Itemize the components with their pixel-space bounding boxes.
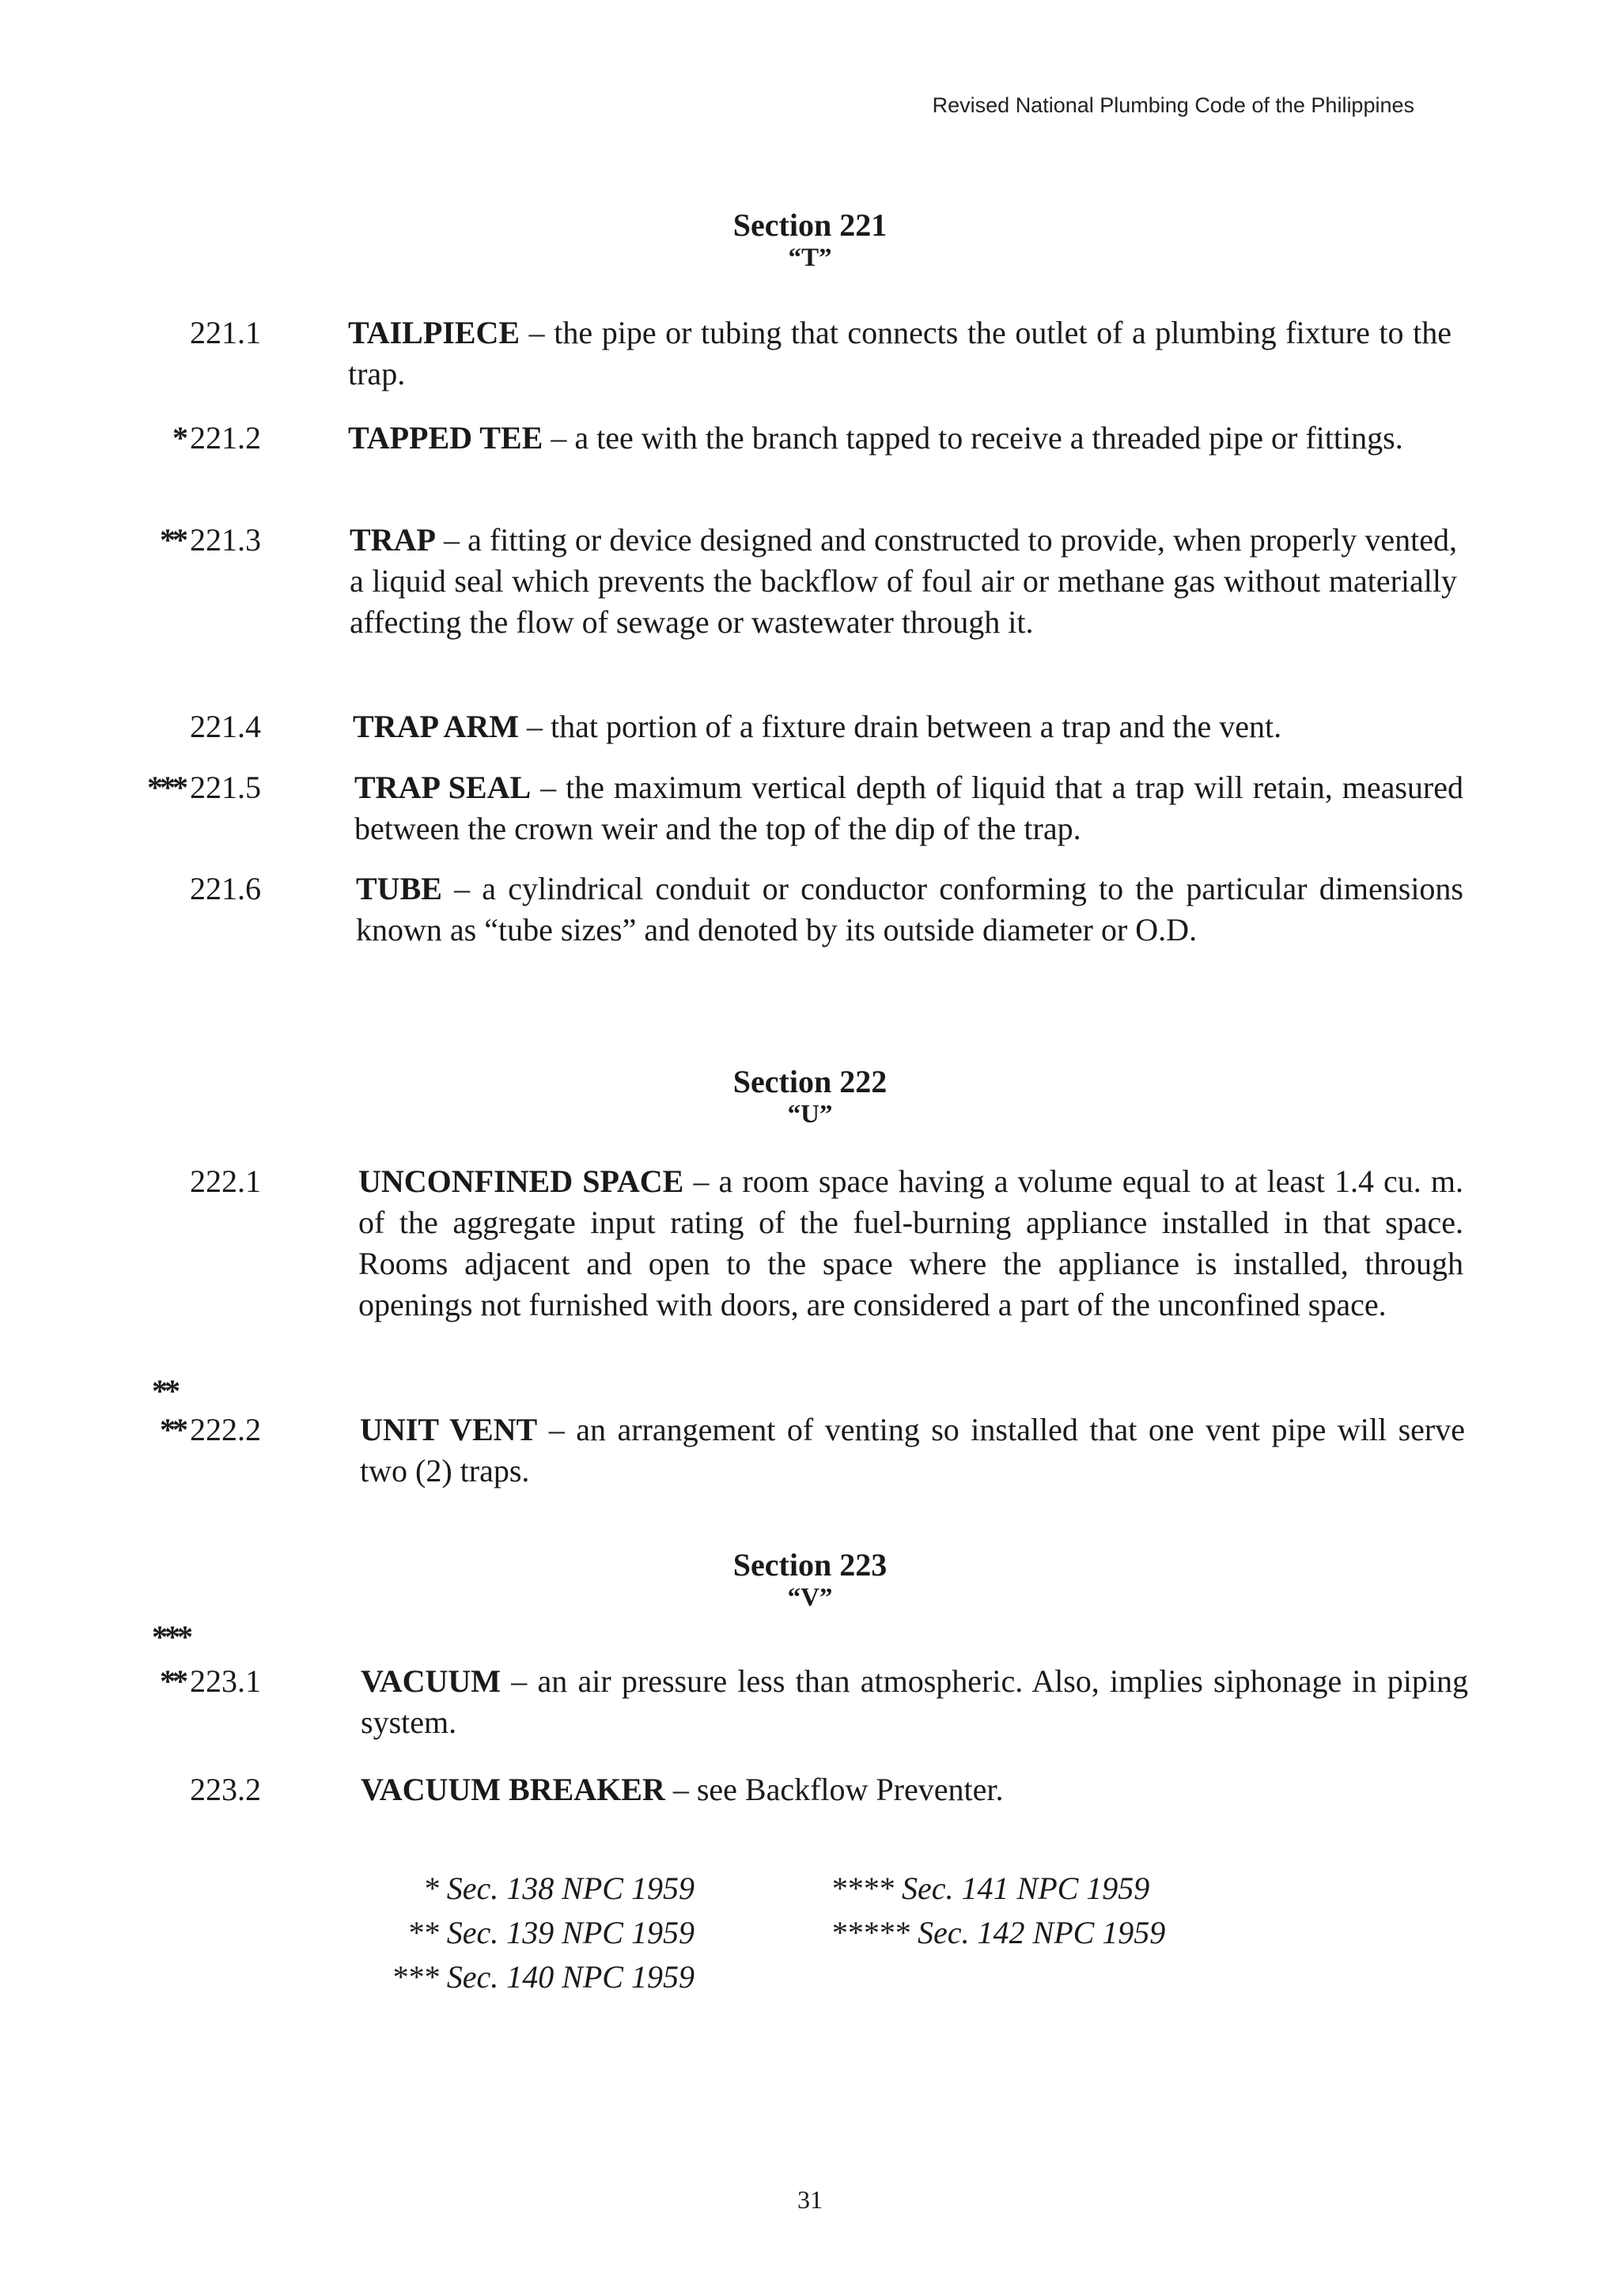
definition: – the pipe or tubing that connects the outlet of a plumbing fixture to the trap. (348, 315, 1452, 391)
clause-number: 221.1 (190, 315, 261, 350)
clause-number: 221.5 (190, 770, 261, 805)
defined-term: UNCONFINED SPACE (358, 1163, 684, 1199)
footnotes-right-column (831, 1867, 1165, 1955)
clause-marker (0, 706, 261, 747)
clause-marker (0, 1409, 261, 1451)
definition: – an arrangement of venting so installed that one vent pipe will serve two (2) traps. (360, 1412, 1465, 1488)
definition: – that portion of a fixture drain between a trap and the vent. (519, 709, 1282, 744)
definition: – the maximum vertical depth of liquid that a trap will retain, measured between the crown weir and the top of the dip of the trap. (354, 770, 1464, 846)
clause-marker (0, 418, 261, 459)
revision-stars: *** (147, 770, 185, 805)
section-221-heading (0, 207, 1620, 272)
clause-number: 221.2 (190, 420, 261, 456)
section-title: Section 221 (732, 207, 888, 243)
section-222-heading (0, 1064, 1620, 1129)
section-title: Section 223 (732, 1547, 888, 1583)
clause-number: 223.1 (190, 1663, 261, 1699)
clause-number: 221.3 (190, 522, 261, 558)
definition: – a tee with the branch tapped to receive a threaded pipe or fittings. (543, 420, 1403, 456)
definition-text (348, 418, 1452, 459)
revision-stars: ** (160, 1663, 185, 1699)
definition: – a cylindrical conduit or conductor conforming to the particular dimensions known as “tube sizes” and denoted by its outside diameter or O.D. (356, 871, 1463, 948)
clause-number: 222.2 (190, 1412, 261, 1447)
clause-marker (0, 1661, 261, 1702)
definition-text (358, 1161, 1463, 1326)
defined-term: TAILPIECE (348, 315, 520, 350)
clause-marker (0, 312, 261, 354)
clause-marker (0, 868, 261, 910)
definition-text (360, 1409, 1465, 1492)
section-letter: “U” (787, 1100, 833, 1129)
footnotes-left-column (392, 1867, 695, 1999)
section-223-heading (0, 1547, 1620, 1612)
clause-number: 221.6 (190, 871, 261, 906)
definition: – see Backflow Preventer. (664, 1772, 1004, 1807)
definition: – a room space having a volume equal to at least 1.4 cu. m. of the aggregate input rating of the fuel-burning appliance installed in that space. Rooms adjacent and open to the space where the appliance is installed, through openings not furnished with doors, are considered a part of the unconfined space. (358, 1163, 1464, 1322)
footnote: ***** Sec. 142 NPC 1959 (831, 1915, 1166, 1950)
clause-marker (0, 1769, 261, 1810)
running-head: Revised National Plumbing Code of the Philippines (932, 93, 1414, 117)
defined-term: TUBE (356, 871, 442, 906)
definition: – a fitting or device designed and constructed to provide, when properly vented, a liquid seal which prevents the backflow of foul air or methane gas without materially affecting the flow of sewage or wastewater through it. (350, 522, 1457, 640)
section-title: Section 222 (732, 1064, 888, 1099)
clause-marker (0, 767, 261, 808)
defined-term: TRAP ARM (353, 709, 519, 744)
clause-number: 221.4 (190, 709, 261, 744)
clause-marker (0, 1161, 261, 1202)
footnote: *** Sec. 140 NPC 1959 (391, 1959, 695, 1995)
defined-term: VACUUM (361, 1663, 502, 1699)
definition-text (350, 520, 1457, 643)
page-number: 31 (797, 2185, 823, 2214)
definition-text (361, 1661, 1468, 1743)
footnote: **** Sec. 141 NPC 1959 (831, 1870, 1150, 1906)
definition-text (348, 312, 1452, 395)
definition-text (353, 706, 1460, 747)
definition-text (356, 868, 1463, 951)
revision-stars: * (172, 420, 185, 456)
clause-number: 222.1 (190, 1163, 261, 1199)
defined-term: TRAP SEAL (354, 770, 532, 805)
defined-term: VACUUM BREAKER (361, 1772, 665, 1807)
revision-stars-standalone: *** (152, 1619, 190, 1655)
footnote: ** Sec. 139 NPC 1959 (407, 1915, 695, 1950)
clause-marker (0, 520, 261, 561)
definition-text (354, 767, 1463, 849)
defined-term: TAPPED TEE (348, 420, 543, 456)
definition: – an air pressure less than atmospheric. Also, implies siphonage in piping system. (361, 1663, 1468, 1740)
defined-term: TRAP (350, 522, 436, 558)
revision-stars: ** (160, 522, 185, 558)
defined-term: UNIT VENT (360, 1412, 538, 1447)
section-letter: “V” (787, 1583, 833, 1612)
revision-stars-standalone: ** (152, 1373, 177, 1409)
section-letter: “T” (788, 244, 832, 272)
footnote: * Sec. 138 NPC 1959 (422, 1870, 695, 1906)
definition-text (361, 1769, 1468, 1810)
clause-number: 223.2 (190, 1772, 261, 1807)
revision-stars: ** (160, 1412, 185, 1447)
